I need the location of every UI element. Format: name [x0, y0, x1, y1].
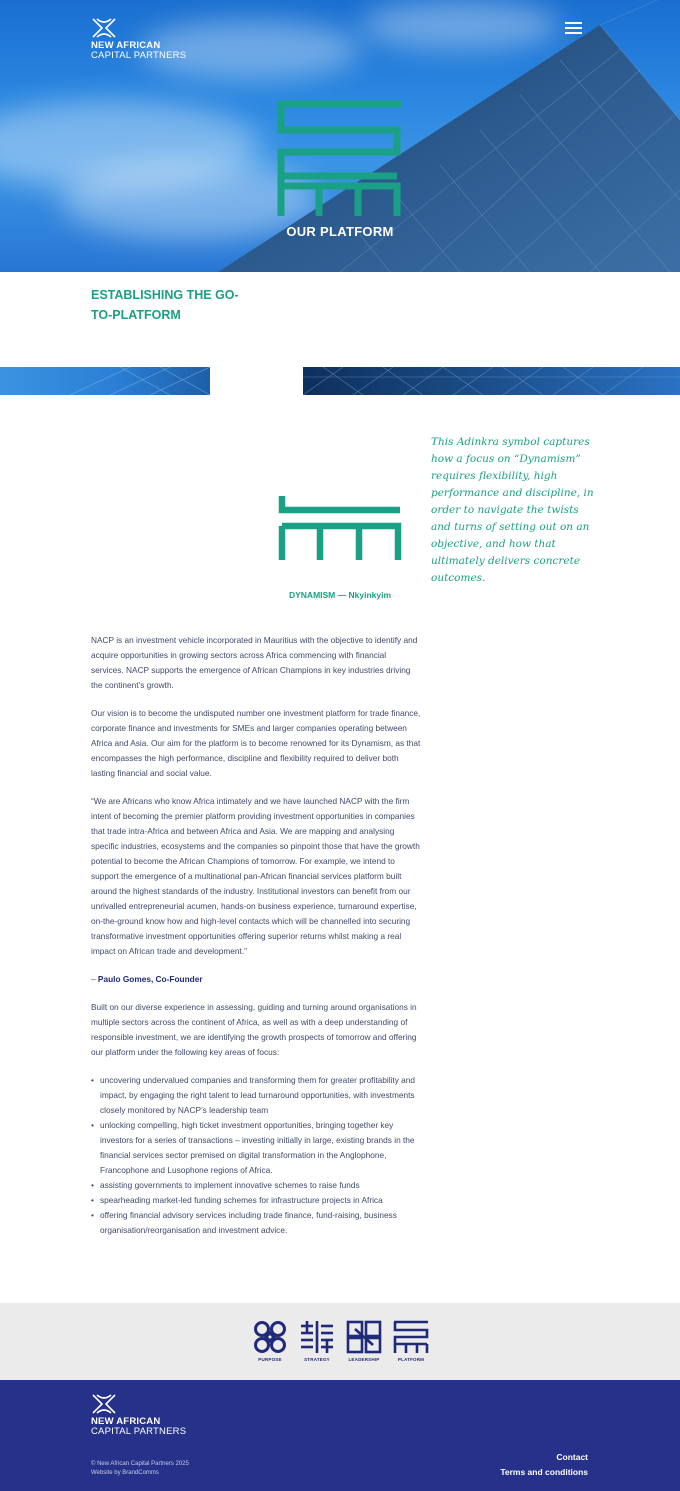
list-item: • spearheading market-led funding schemes for infrastructure projects in Africa: [91, 1193, 421, 1208]
leadership-icon: [346, 1320, 382, 1354]
brand-name-line2: CAPITAL PARTNERS: [91, 1426, 187, 1437]
strip-glass-pattern: [0, 367, 210, 395]
terms-link[interactable]: Terms and conditions: [500, 1467, 588, 1477]
icon-label: PLATFORM: [397, 1357, 425, 1362]
hero-title: OUR PLATFORM: [286, 224, 394, 239]
footer-brand-logo[interactable]: [91, 1393, 186, 1437]
strip-glass-pattern: [303, 367, 680, 395]
credit-text[interactable]: Website by BrandComms: [91, 1470, 159, 1476]
purpose-icon: [252, 1320, 288, 1354]
brand-name-line1: NEW AFRICAN: [91, 40, 161, 51]
list-item: • uncovering undervalued companies and transforming them for greater profitability and impact, by engaging the right talent to lead turnaround opportunities, with investments closely monitored by NACP’s leadership team: [91, 1073, 421, 1118]
body-paragraph: NACP is an investment vehicle incorporated in Mauritius with the objective to identify and acquire opportunities in growing sectors across Africa commencing with financial services. NACP supports the emergence of African Champions in key industries driving the continent’s growth.: [91, 635, 418, 690]
logo-mark-icon: [91, 17, 117, 39]
strategy-link[interactable]: [297, 1320, 337, 1362]
icon-label: STRATEGY: [304, 1357, 330, 1362]
purpose-link[interactable]: [250, 1320, 290, 1362]
brand-name-line1: NEW AFRICAN: [91, 1416, 161, 1427]
logo-mark-icon: [91, 1393, 117, 1415]
banner-strip-left: [0, 367, 210, 395]
site-footer: [0, 1380, 680, 1491]
icon-label: LEADERSHIP: [348, 1357, 380, 1362]
brand-name-line2: CAPITAL PARTNERS: [91, 50, 187, 61]
quote-attribution: [91, 972, 421, 987]
footer-links: [500, 1450, 588, 1480]
platform-icon: [393, 1320, 429, 1354]
attribution-name: Paulo Gomes, Co-Founder: [97, 974, 203, 984]
list-item: • offering financial advisory services including trade finance, fund-raising, business organisation/reorganisation and investment advice.: [91, 1208, 421, 1238]
copyright-text: © New African Capital Partners 2025: [91, 1461, 189, 1467]
hero-banner: [0, 0, 680, 272]
nkyinkyim-symbol-icon: [277, 100, 401, 216]
body-paragraph: Built on our diverse experience in assessing, guiding and turning around organisations in multiple sectors across the continent of Africa, as well as with a deep understanding of responsible investment, we are identifying the growth prospects of tomorrow and offering our platform under the following key areas of focus:: [91, 1002, 417, 1057]
leadership-link[interactable]: [344, 1320, 384, 1362]
values-icon-row: [0, 1303, 680, 1380]
contact-link[interactable]: Contact: [556, 1452, 588, 1462]
list-item: • unlocking compelling, high ticket investment opportunities, bringing together key investors for a series of transactions – investing initially in large, existing brands in the financial services sector premised on digital transformation in the Anglophone, Francophone and Lusophone regions of Africa.: [91, 1118, 421, 1178]
body-paragraph: Our vision is to become the undisputed number one investment platform for trade finance, corporate finance and investments for SMEs and larger companies operating between Africa and Asia. Our aim for the platform is to become renowned for its Dynamism, as that encompasses the high performance, discipline and flexibility required to deliver both lasting financial and social value.: [91, 708, 421, 778]
icon-label: PURPOSE: [258, 1357, 282, 1362]
symbol-quote: This Adinkra symbol captures how a focus on “Dynamism” requires flexibility, high performance and discipline, in order to navigate the twists and turns of setting out on an objective, and how that ultimately delivers concrete outcomes.: [431, 436, 594, 584]
footer-copyright: [91, 1460, 189, 1478]
symbol-caption: DYNAMISM — Nkyinkyim: [288, 590, 392, 600]
hamburger-menu-icon[interactable]: [565, 22, 582, 34]
dynamism-symbol-icon: [278, 496, 402, 560]
focus-list: [91, 1073, 421, 1238]
section-heading: ESTABLISHING THE GO-TO-PLATFORM: [91, 288, 239, 322]
list-item: • assisting governments to implement innovative schemes to raise funds: [91, 1178, 421, 1193]
body-content: [91, 633, 421, 1238]
strategy-icon: [299, 1320, 335, 1354]
platform-link[interactable]: [391, 1320, 431, 1362]
brand-logo[interactable]: [91, 17, 186, 61]
attribution-dash: –: [91, 974, 98, 984]
body-quote: “We are Africans who know Africa intimately and we have launched NACP with the firm intent of becoming the premier platform providing investment opportunities in companies that trade intra-Africa and between Africa and Asia. We are mapping and analysing specific industries, ecosystems and the companies so pinpoint those that have the growth potential to become the African Champions of tomorrow. For example, we intend to support the emergence of a multinational pan-African financial services platform built around the highest standards of the industry. Institutional investors can benefit from our unrivalled entrepreneurial acumen, hands-on business experience, turnaround expertise, on-the-ground know how and high-level contacts which will be channelled into securing transformative investment opportunities offering superior returns whilst making a real impact on African trade and development.”: [91, 796, 420, 956]
banner-strip-right: [303, 367, 680, 395]
